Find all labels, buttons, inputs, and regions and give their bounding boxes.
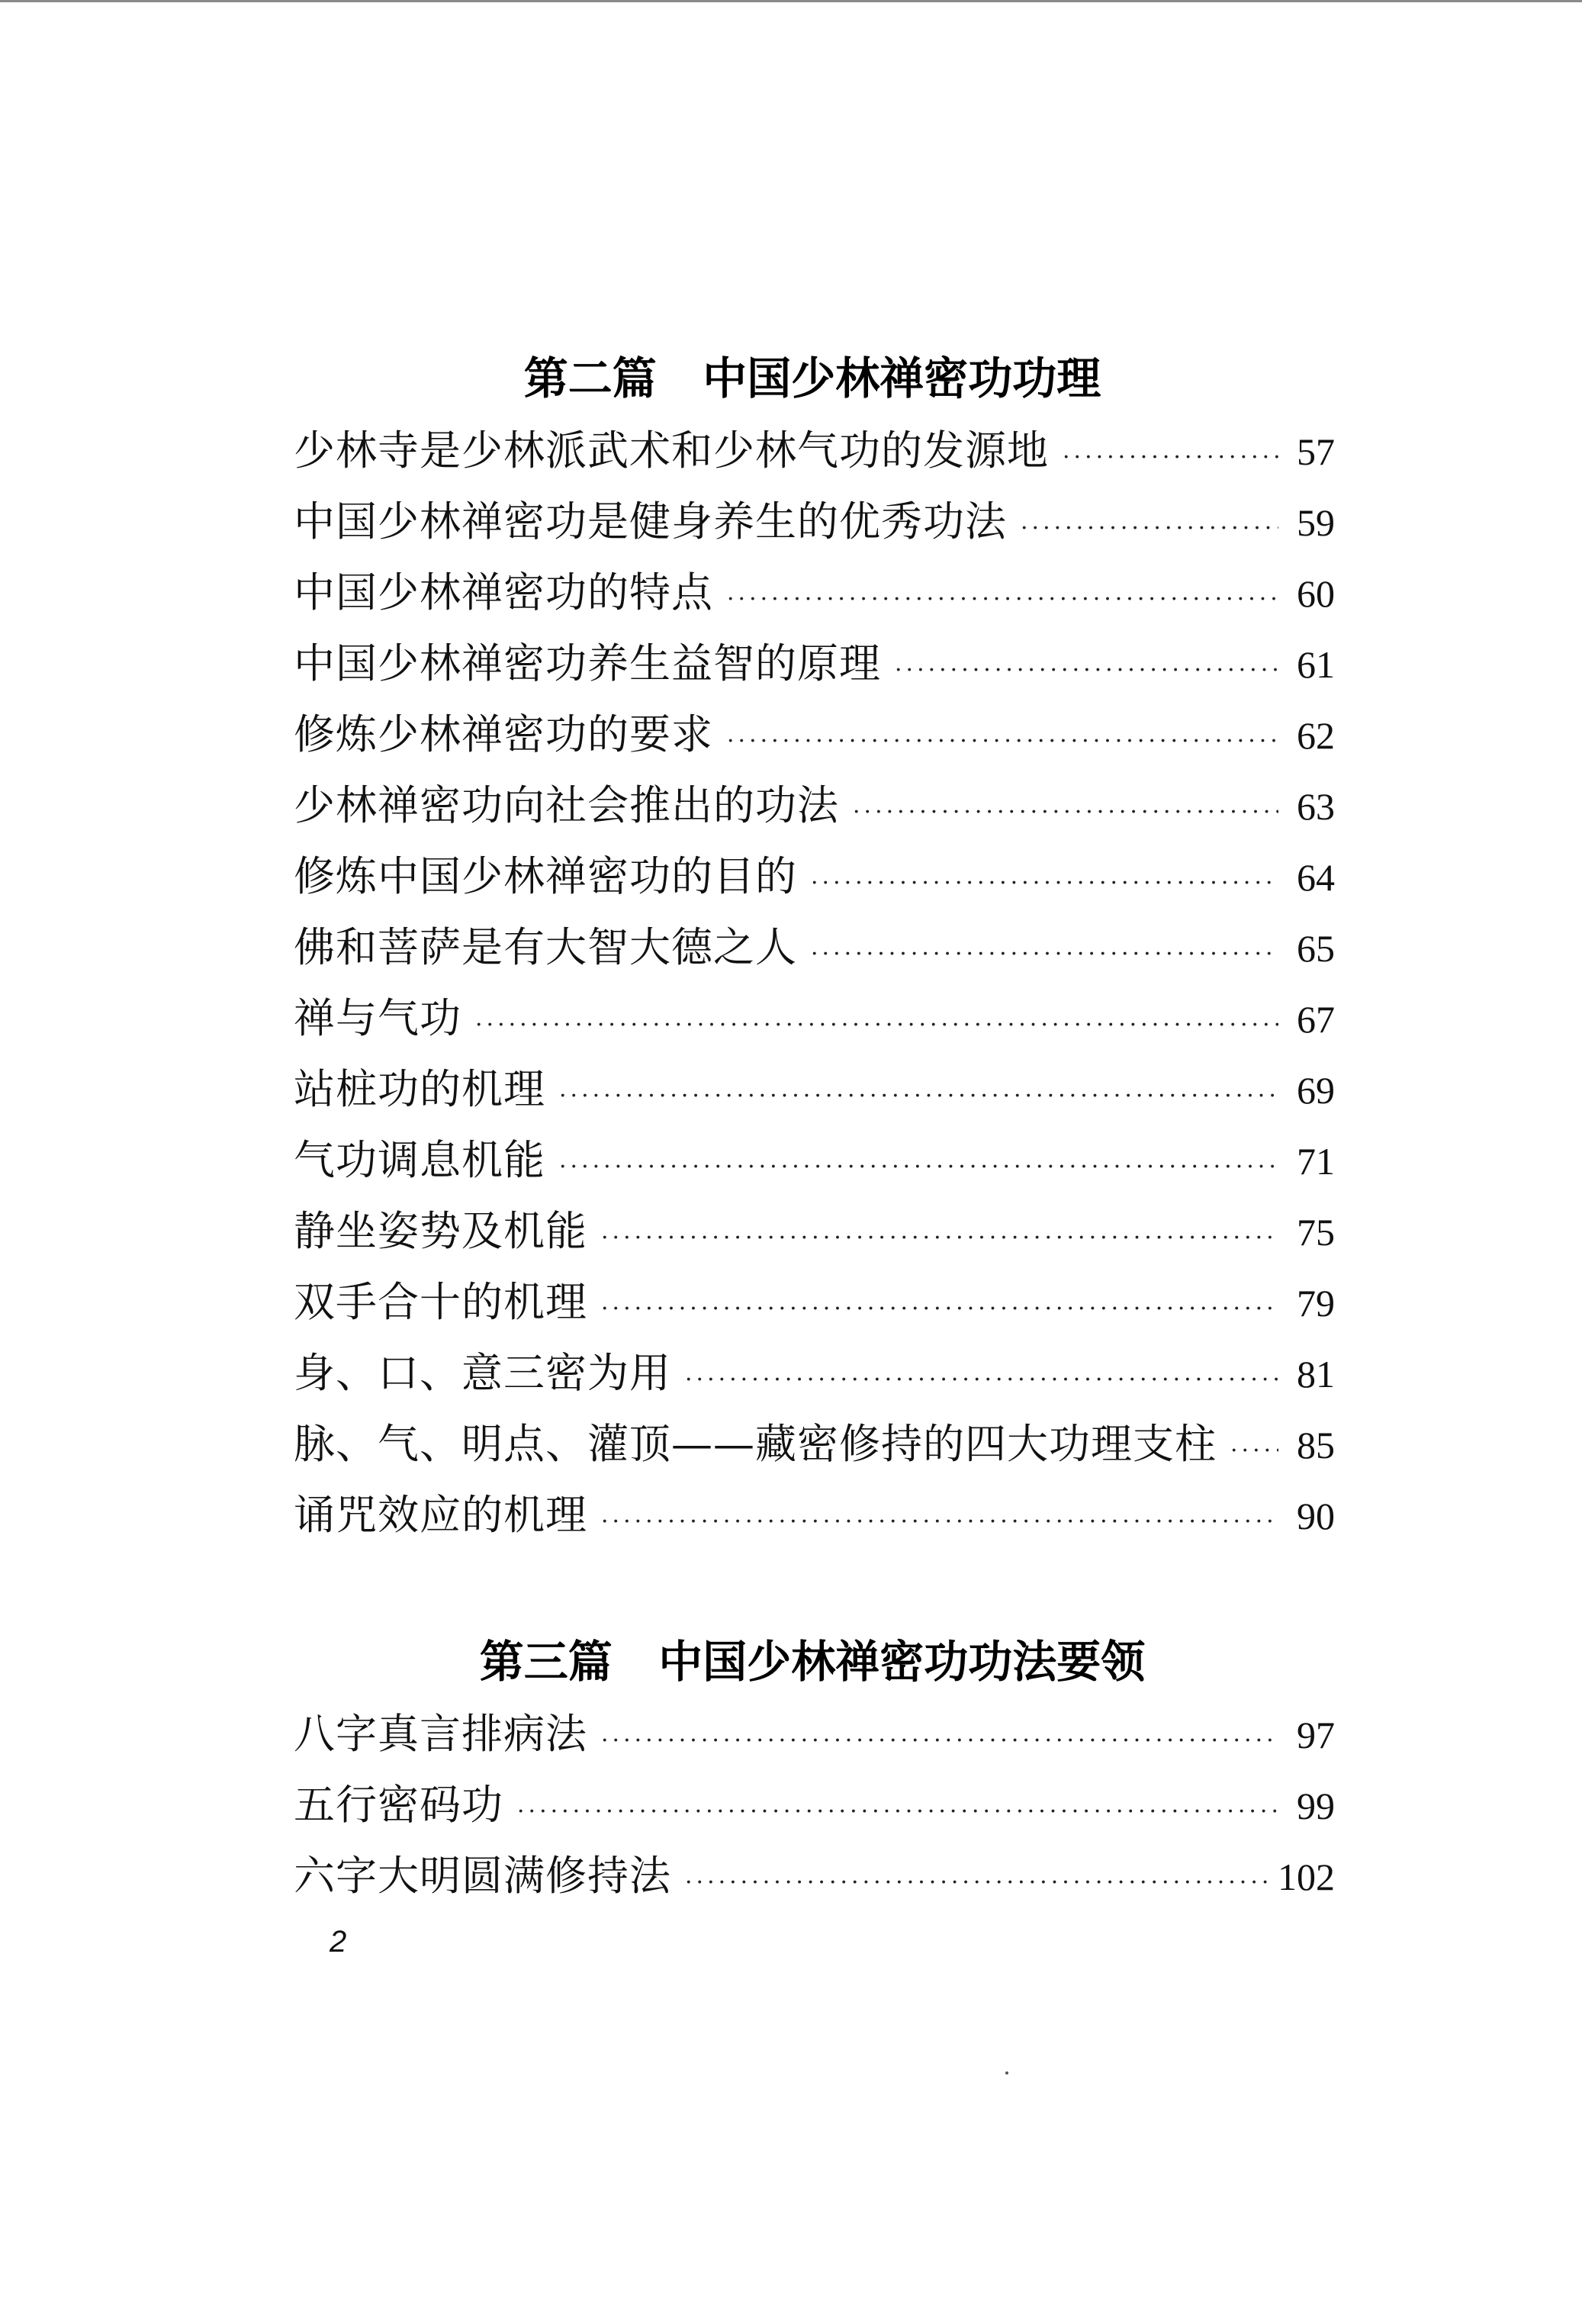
toc-entry-page: 59 [1297,501,1335,544]
toc-entry-title: 中国少林禅密功的特点 [294,568,713,616]
section-heading-part-two: 第二篇 中国少林禅密功功理 [523,352,1101,405]
toc-entry-title: 禅与气功 [294,994,461,1042]
toc-entry [294,699,1335,770]
toc-entry-title: 修炼中国少林禅密功的目的 [294,852,797,900]
toc-entry [294,1408,1335,1479]
toc-list-part-two [294,415,1335,1550]
toc-entry-page: 71 [1297,1140,1335,1183]
toc-entry-title: 诵咒效应的机理 [294,1491,587,1539]
toc-entry [294,912,1335,983]
toc-entry-title: 修炼少林禅密功的要求 [294,710,713,758]
toc-entry [294,841,1335,912]
dot-leader [517,1776,1278,1847]
toc-entry-title: 静坐姿势及机能 [294,1207,587,1255]
toc-entry-title: 五行密码功 [294,1781,503,1829]
dot-leader [559,1061,1278,1131]
dot-leader [895,635,1278,706]
dot-leader [1021,493,1278,564]
toc-entry-page: 79 [1297,1282,1335,1325]
section-heading-part-three: 第三篇 中国少林禅密功功法要领 [479,1636,1146,1688]
toc-entry [294,486,1335,557]
toc-entry-page: 62 [1297,714,1335,757]
toc-entry-title: 六字大明圆满修持法 [294,1852,671,1900]
toc-entry [294,770,1335,841]
dot-leader [727,564,1278,635]
toc-list-part-three [294,1698,1335,1911]
toc-entry-title: 少林寺是少林派武术和少林气功的发源地 [294,426,1049,475]
toc-entry-page: 99 [1297,1785,1335,1827]
dot-leader [475,990,1278,1061]
dot-leader [685,1344,1278,1415]
toc-entry-page: 81 [1297,1353,1335,1395]
toc-entry-page: 61 [1297,643,1335,686]
toc-entry-page: 102 [1278,1856,1335,1898]
toc-entry-page: 63 [1297,785,1335,828]
toc-entry-title: 身、口、意三密为用 [294,1349,671,1397]
dot-leader [1230,1415,1278,1486]
scan-speck [1005,2071,1008,2075]
dot-leader [811,919,1278,990]
toc-entry [294,983,1335,1054]
toc-entry [294,1125,1335,1196]
toc-entry [294,1698,1335,1769]
toc-entry-page: 97 [1297,1714,1335,1756]
toc-entry-page: 57 [1297,430,1335,473]
dot-leader [1063,422,1278,493]
dot-leader [601,1486,1278,1557]
toc-entry [294,1769,1335,1840]
toc-entry [294,415,1335,486]
toc-entry [294,1337,1335,1408]
toc-entry-title: 少林禅密功向社会推出的功法 [294,781,839,829]
toc-entry-title: 中国少林禅密功养生益智的原理 [294,639,881,687]
toc-entry [294,1054,1335,1125]
dot-leader [811,848,1278,919]
dot-leader [559,1131,1278,1202]
toc-entry-page: 75 [1297,1211,1335,1254]
dot-leader [601,1202,1278,1273]
toc-entry [294,628,1335,699]
toc-entry [294,557,1335,628]
toc-entry-page: 60 [1297,572,1335,615]
dot-leader [727,706,1278,777]
toc-entry-page: 69 [1297,1069,1335,1112]
toc-entry [294,1267,1335,1337]
toc-entry [294,1479,1335,1550]
toc-entry-page: 64 [1297,856,1335,899]
toc-entry-title: 中国少林禅密功是健身养生的优秀功法 [294,497,1007,546]
toc-entry-title: 佛和菩萨是有大智大德之人 [294,923,797,971]
toc-entry-page: 90 [1297,1495,1335,1537]
dot-leader [601,1705,1278,1776]
toc-entry-title: 双手合十的机理 [294,1278,587,1326]
top-border-rule [0,0,1582,2]
dot-leader [853,777,1278,848]
toc-entry [294,1196,1335,1267]
toc-entry-title: 站桩功的机理 [294,1065,545,1113]
toc-entry-title: 气功调息机能 [294,1136,545,1184]
dot-leader [601,1273,1278,1344]
toc-entry-page: 67 [1297,998,1335,1041]
toc-entry-page: 85 [1297,1424,1335,1466]
toc-entry-title: 八字真言排病法 [294,1710,587,1758]
toc-entry-page: 65 [1297,927,1335,970]
toc-entry-title: 脉、气、明点、灌顶——藏密修持的四大功理支柱 [294,1420,1217,1468]
dot-leader [685,1847,1267,1918]
toc-entry [294,1840,1335,1911]
page-number: 2 [330,1925,347,1959]
